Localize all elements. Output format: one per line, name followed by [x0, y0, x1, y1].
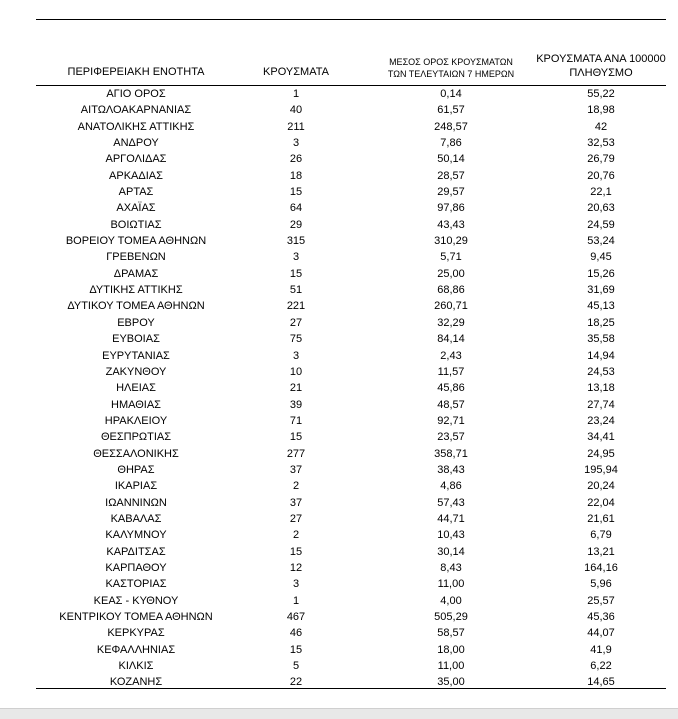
- per100k-cell: 24,95: [587, 447, 615, 460]
- avg-cell: 61,57: [437, 104, 465, 117]
- per100k-cell: 20,63: [587, 202, 615, 215]
- avg-cell: 260,71: [434, 300, 468, 313]
- avg-cell: 84,14: [437, 333, 465, 346]
- table-row: [36, 266, 666, 282]
- window-bottom-band: [0, 708, 678, 719]
- region-cell: ΕΒΡΟΥ: [117, 316, 155, 329]
- cases-cell: 71: [289, 414, 303, 427]
- table-row: [36, 200, 666, 216]
- cases-cell: 37: [289, 463, 303, 476]
- avg-cell: 92,71: [437, 414, 465, 427]
- cases-cell: 1: [292, 594, 300, 607]
- cases-cell: 3: [292, 137, 300, 150]
- avg-cell: 48,57: [437, 398, 465, 411]
- region-cell: ΚΟΖΑΝΗΣ: [109, 676, 163, 689]
- avg-cell: 310,29: [434, 235, 468, 248]
- per100k-cell: 32,53: [587, 137, 615, 150]
- avg-cell: 10,43: [437, 529, 465, 542]
- per100k-cell: 6,22: [590, 660, 612, 673]
- region-cell: ΓΡΕΒΕΝΩΝ: [106, 251, 166, 264]
- cases-cell: 27: [289, 316, 303, 329]
- avg-cell: 11,00: [437, 578, 465, 591]
- region-cell: ΘΕΣΠΡΩΤΙΑΣ: [100, 431, 172, 444]
- cases-cell: 315: [286, 235, 306, 248]
- table-row: [36, 609, 666, 625]
- region-cell: ΚΕΝΤΡΙΚΟΥ ΤΟΜΕΑ ΑΘΗΝΩΝ: [59, 611, 213, 623]
- per100k-cell: 15,26: [587, 267, 615, 280]
- cases-cell: 29: [289, 218, 303, 231]
- table-row: [36, 429, 666, 445]
- region-cell: ΔΡΑΜΑΣ: [113, 267, 159, 280]
- region-cell: ΔΥΤΙΚΗΣ ΑΤΤΙΚΗΣ: [89, 284, 183, 297]
- table-row: [36, 642, 666, 658]
- table-row: [36, 233, 666, 249]
- cases-cell: 3: [292, 349, 300, 362]
- region-cell: ΚΑΡΠΑΘΟΥ: [105, 561, 167, 574]
- cases-cell: 26: [289, 153, 303, 166]
- region-cell: ΔΥΤΙΚΟΥ ΤΟΜΕΑ ΑΘΗΝΩΝ: [67, 300, 205, 313]
- table-row: [36, 413, 666, 429]
- cases-cell: 64: [289, 202, 303, 215]
- region-cell: ΗΜΑΘΙΑΣ: [111, 398, 161, 411]
- table-row: [36, 544, 666, 560]
- per100k-cell: 22,04: [587, 496, 615, 509]
- per100k-cell: 6,79: [590, 529, 612, 542]
- per100k-cell: 35,58: [587, 333, 615, 346]
- table-header: [36, 44, 666, 84]
- region-cell: ΑΡΤΑΣ: [118, 186, 154, 199]
- table-row: [36, 527, 666, 543]
- per100k-cell: 26,79: [587, 153, 615, 166]
- per100k-cell: 164,16: [584, 561, 618, 574]
- avg-cell: 11,00: [437, 660, 465, 673]
- cases-cell: 15: [289, 545, 303, 558]
- table-row: [36, 364, 666, 380]
- table-row: [36, 168, 666, 184]
- cases-cell: 40: [289, 104, 303, 117]
- cases-cell: 22: [289, 676, 303, 689]
- avg-cell: 57,43: [437, 496, 465, 509]
- top-rule: [36, 19, 666, 20]
- per100k-cell: 23,24: [587, 414, 615, 427]
- cases-cell: 15: [289, 431, 303, 444]
- per100k-cell: 9,45: [590, 251, 612, 264]
- per100k-cell: 45,36: [587, 611, 615, 623]
- region-cell: ΕΥΡΥΤΑΝΙΑΣ: [102, 349, 170, 362]
- per100k-cell: 45,13: [587, 300, 615, 313]
- cases-cell: 5: [292, 660, 300, 673]
- cases-cell: 221: [286, 300, 306, 313]
- per100k-cell: 41,9: [590, 643, 612, 656]
- header-region: ΠΕΡΙΦΕΡΕΙΑΚΗ ΕΝΟΤΗΤΑ: [67, 66, 205, 78]
- table-row: [36, 511, 666, 527]
- cases-cell: 21: [289, 382, 303, 395]
- table-row: [36, 86, 666, 102]
- avg-cell: 30,14: [437, 545, 465, 558]
- avg-cell: 248,57: [434, 120, 468, 133]
- header-cases: ΚΡΟΥΣΜΑΤΑ: [263, 66, 329, 78]
- avg-cell: 32,29: [437, 316, 465, 329]
- per100k-cell: 13,21: [587, 545, 615, 558]
- region-cell: ΙΩΑΝΝΙΝΩΝ: [105, 496, 167, 509]
- per100k-cell: 5,96: [590, 578, 612, 591]
- cases-cell: 277: [286, 447, 306, 460]
- table-row: [36, 249, 666, 265]
- cases-cell: 3: [292, 251, 300, 264]
- avg-cell: 0,14: [440, 88, 462, 100]
- avg-cell: 35,00: [437, 676, 465, 689]
- avg-cell: 23,57: [437, 431, 465, 444]
- avg-cell: 58,57: [437, 627, 465, 640]
- avg-cell: 45,86: [437, 382, 465, 395]
- region-cell: ΕΥΒΟΙΑΣ: [112, 333, 160, 346]
- table-row: [36, 298, 666, 314]
- avg-cell: 18,00: [437, 643, 465, 656]
- per100k-cell: 20,24: [587, 480, 615, 493]
- avg-cell: 8,43: [440, 561, 462, 574]
- region-cell: ΑΝΔΡΟΥ: [113, 137, 159, 150]
- region-cell: ΑΝΑΤΟΛΙΚΗΣ ΑΤΤΙΚΗΣ: [77, 120, 195, 133]
- region-cell: ΙΚΑΡΙΑΣ: [114, 480, 158, 493]
- table-body: [36, 86, 666, 691]
- per100k-cell: 42: [594, 120, 608, 133]
- region-cell: ΑΙΤΩΛΟΑΚΑΡΝΑΝΙΑΣ: [80, 104, 192, 117]
- table-row: [36, 151, 666, 167]
- cases-cell: 51: [289, 284, 303, 297]
- avg-cell: 50,14: [437, 153, 465, 166]
- avg-cell: 358,71: [434, 447, 468, 460]
- cases-cell: 46: [289, 627, 303, 640]
- cases-cell: 75: [289, 333, 303, 346]
- table-row: [36, 119, 666, 135]
- region-cell: ΚΕΡΚΥΡΑΣ: [107, 627, 165, 640]
- cases-cell: 3: [292, 578, 300, 591]
- table-row: [36, 446, 666, 462]
- table-row: [36, 315, 666, 331]
- header-7day-average: ΜΕΣΟΣ ΟΡΟΣ ΚΡΟΥΣΜΑΤΩΝ ΤΩΝ ΤΕΛΕΥΤΑΙΩΝ 7 ΗΜΕΡΩΝ: [387, 57, 515, 79]
- region-cell: ΗΛΕΙΑΣ: [116, 382, 156, 395]
- cases-cell: 18: [289, 169, 303, 182]
- cases-cell: 15: [289, 643, 303, 656]
- avg-cell: 97,86: [437, 202, 465, 215]
- avg-cell: 38,43: [437, 463, 465, 476]
- per100k-cell: 55,22: [587, 88, 615, 100]
- region-cell: ΚΙΛΚΙΣ: [118, 660, 154, 673]
- region-cell: ΚΑΒΑΛΑΣ: [110, 512, 162, 525]
- region-cell: ΒΟΡΕΙΟΥ ΤΟΜΕΑ ΑΘΗΝΩΝ: [65, 235, 207, 248]
- avg-cell: 43,43: [437, 218, 465, 231]
- per100k-cell: 195,94: [584, 463, 618, 476]
- avg-cell: 25,00: [437, 267, 465, 280]
- cases-cell: 211: [287, 120, 305, 133]
- region-cell: ΘΗΡΑΣ: [117, 463, 155, 476]
- region-cell: ΑΓΙΟ ΟΡΟΣ: [106, 88, 166, 100]
- region-cell: ΚΕΑΣ - ΚΥΘΝΟΥ: [93, 594, 179, 607]
- avg-cell: 2,43: [440, 349, 462, 362]
- region-cell: ΑΡΓΟΛΙΔΑΣ: [105, 153, 167, 166]
- avg-cell: 5,71: [440, 251, 462, 264]
- region-cell: ΑΡΚΑΔΙΑΣ: [109, 169, 163, 182]
- per100k-cell: 24,53: [587, 365, 615, 378]
- table-row: [36, 625, 666, 641]
- avg-cell: 28,57: [437, 169, 465, 182]
- avg-cell: 11,57: [437, 365, 465, 378]
- per100k-cell: 13,18: [587, 382, 615, 395]
- table-row: [36, 560, 666, 576]
- cases-cell: 15: [289, 186, 303, 199]
- cases-cell: 27: [289, 512, 303, 525]
- avg-cell: 68,86: [437, 284, 465, 297]
- per100k-cell: 44,07: [587, 627, 615, 640]
- avg-cell: 4,86: [440, 480, 462, 493]
- per100k-cell: 34,41: [587, 431, 615, 444]
- avg-cell: 7,86: [440, 137, 462, 150]
- region-cell: ΚΕΦΑΛΛΗΝΙΑΣ: [96, 643, 176, 656]
- region-cell: ΖΑΚΥΝΘΟΥ: [105, 365, 167, 378]
- cases-cell: 15: [289, 267, 303, 280]
- cases-cell: 12: [289, 561, 303, 574]
- table-row: [36, 282, 666, 298]
- table-row: [36, 495, 666, 511]
- table-row: [36, 331, 666, 347]
- region-cell: ΒΟΙΩΤΙΑΣ: [110, 218, 162, 231]
- table-row: [36, 397, 666, 413]
- region-cell: ΘΕΣΣΑΛΟΝΙΚΗΣ: [93, 447, 179, 460]
- cases-cell: 2: [292, 529, 300, 542]
- cases-cell: 1: [292, 88, 300, 100]
- cases-cell: 10: [289, 365, 303, 378]
- per100k-cell: 20,76: [587, 169, 615, 182]
- cases-cell: 467: [286, 611, 306, 623]
- table-row: [36, 576, 666, 592]
- table-row: [36, 135, 666, 151]
- avg-cell: 44,71: [437, 512, 465, 525]
- table-row: [36, 658, 666, 674]
- table-row: [36, 348, 666, 364]
- region-cell: ΑΧΑΪΑΣ: [116, 202, 156, 215]
- per100k-cell: 31,69: [587, 284, 615, 297]
- avg-cell: 505,29: [434, 611, 468, 623]
- avg-cell: 4,00: [440, 594, 462, 607]
- avg-cell: 29,57: [437, 186, 465, 199]
- per100k-cell: 25,57: [587, 594, 615, 607]
- bottom-rule: [36, 688, 666, 689]
- per100k-cell: 18,98: [587, 104, 615, 117]
- region-cell: ΚΑΛΥΜΝΟΥ: [105, 529, 167, 542]
- region-cell: ΚΑΣΤΟΡΙΑΣ: [105, 578, 167, 591]
- table-row: [36, 184, 666, 200]
- cases-cell: 39: [289, 398, 303, 411]
- per100k-cell: 14,65: [587, 676, 615, 689]
- per100k-cell: 22,1: [590, 186, 612, 199]
- per100k-cell: 53,24: [587, 235, 615, 248]
- per100k-cell: 18,25: [587, 316, 615, 329]
- cases-cell: 2: [292, 480, 300, 493]
- table-row: [36, 478, 666, 494]
- region-cell: ΗΡΑΚΛΕΙΟΥ: [104, 414, 168, 427]
- table-row: [36, 102, 666, 118]
- table-row: [36, 462, 666, 478]
- per100k-cell: 24,59: [587, 218, 615, 231]
- header-cases-per-100k: ΚΡΟΥΣΜΑΤΑ ΑΝΑ 100000 ΠΛΗΘΥΣΜΟ: [536, 53, 666, 79]
- table-row: [36, 593, 666, 609]
- cases-cell: 37: [289, 496, 303, 509]
- table-row: [36, 217, 666, 233]
- table-row: [36, 380, 666, 396]
- region-cell: ΚΑΡΔΙΤΣΑΣ: [106, 545, 166, 558]
- per100k-cell: 21,61: [587, 512, 615, 525]
- per100k-cell: 27,74: [587, 398, 615, 411]
- per100k-cell: 14,94: [587, 349, 615, 362]
